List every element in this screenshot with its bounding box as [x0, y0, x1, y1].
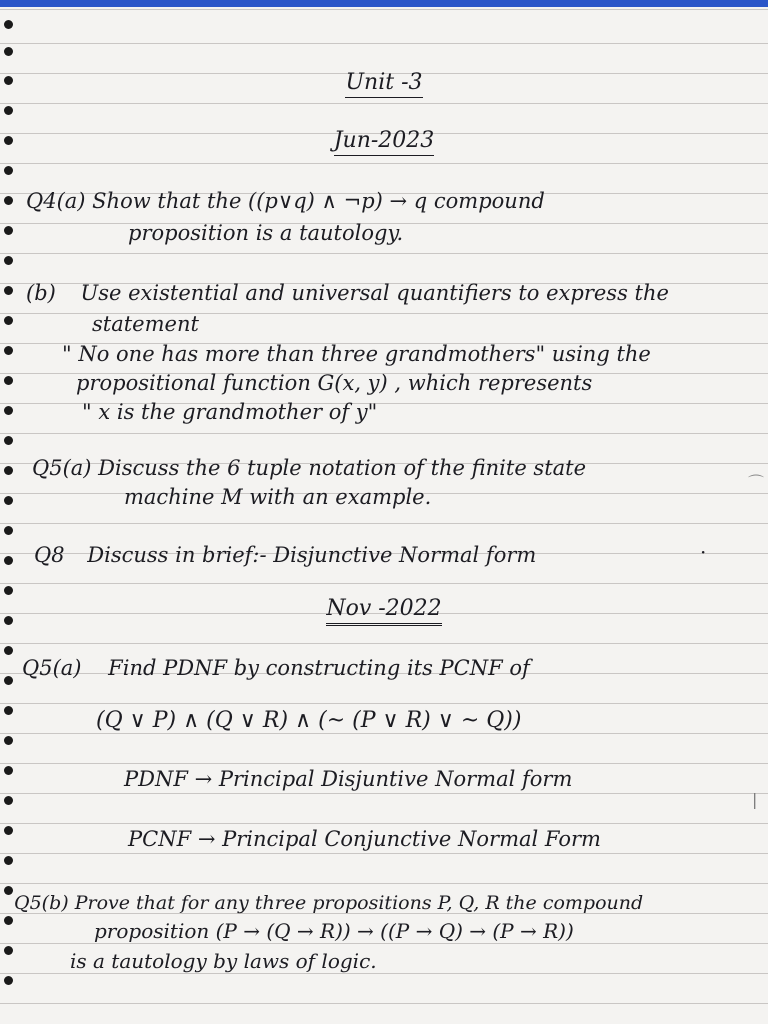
question-text: Show that the ((p∨q) ∧ ¬p) → q compound: [92, 189, 545, 213]
question-label: (b): [26, 281, 56, 305]
question-label: Q8: [34, 543, 65, 567]
question-text-line: machine M with an example.: [124, 485, 432, 509]
binding-hole: [4, 676, 13, 685]
binding-hole: [4, 736, 13, 745]
question-text: Find PDNF by constructing its PCNF of: [108, 656, 530, 680]
question-row: [22, 655, 530, 681]
question-label: Q5(a): [32, 456, 92, 480]
margin-mark: |: [752, 790, 758, 809]
binding-hole: [4, 916, 13, 925]
question-row: [26, 280, 669, 306]
question-text: Prove that for any three propositions P, Q, R the compound: [74, 892, 644, 914]
question-text-line: statement: [92, 312, 199, 336]
binding-hole: [4, 20, 13, 29]
binding-hole: [4, 376, 13, 385]
question-text-line: is a tautology by laws of logic.: [70, 949, 377, 973]
question-row: [32, 455, 586, 481]
binding-hole: [4, 526, 13, 535]
binding-hole: [4, 946, 13, 955]
section-date-heading: Nov -2022: [326, 596, 441, 626]
question-text-line: " x is the grandmother of y": [82, 400, 378, 424]
binding-hole: [4, 196, 13, 205]
question-text: Discuss the 6 tuple notation of the finite state: [98, 456, 587, 480]
question-text-line: propositional function G(x, y) , which represents: [76, 371, 593, 395]
binding-hole: [4, 586, 13, 595]
binding-hole: [4, 976, 13, 985]
question-text-line: " No one has more than three grandmothers" using the: [62, 342, 651, 366]
unit-title: Unit -3: [345, 70, 422, 98]
binding-hole: [4, 166, 13, 175]
definition-line: PCNF → Principal Conjunctive Normal Form: [128, 827, 601, 851]
binding-hole: [4, 556, 13, 565]
definition-line: PDNF → Principal Disjuntive Normal form: [124, 767, 573, 791]
binding-hole: [4, 886, 13, 895]
binding-hole: [4, 346, 13, 355]
margin-mark: ⌒: [748, 473, 765, 492]
binding-hole: [4, 286, 13, 295]
section-date-heading: Jun-2023: [334, 128, 435, 156]
binding-hole: [4, 706, 13, 715]
binding-hole: [4, 826, 13, 835]
question-row: [14, 890, 643, 916]
binding-hole: [4, 646, 13, 655]
question-text: Use existential and universal quantifiers to express the: [80, 281, 669, 305]
question-text-line: proposition (P → (Q → R)) → ((P → Q) → (P → R)): [94, 919, 574, 943]
question-label: Q5(a): [22, 656, 82, 680]
binding-hole: [4, 856, 13, 865]
question-row: [26, 188, 545, 214]
question-text: Discuss in brief:- Disjunctive Normal form: [87, 543, 537, 567]
binding-hole: [4, 466, 13, 475]
binding-hole: [4, 436, 13, 445]
binding-hole: [4, 496, 13, 505]
section-date-row: [0, 596, 768, 622]
question-text-line: proposition is a tautology.: [128, 221, 404, 245]
formula-line: (Q ∨ P) ∧ (Q ∨ R) ∧ (~ (P ∨ R) ∨ ~ Q)): [96, 708, 522, 733]
question-label: Q4(a): [26, 189, 86, 213]
question-label: Q5(b): [14, 892, 69, 914]
binding-hole: [4, 796, 13, 805]
binding-hole: [4, 226, 13, 235]
binding-hole: [4, 47, 13, 56]
binding-hole: [4, 316, 13, 325]
section-date-row: [0, 128, 768, 154]
binding-hole: [4, 766, 13, 775]
ink-dot: ·: [700, 540, 707, 564]
question-row: [34, 542, 536, 568]
binding-hole: [4, 106, 13, 115]
unit-title-row: [0, 70, 768, 96]
binding-hole: [4, 256, 13, 265]
binding-hole: [4, 406, 13, 415]
